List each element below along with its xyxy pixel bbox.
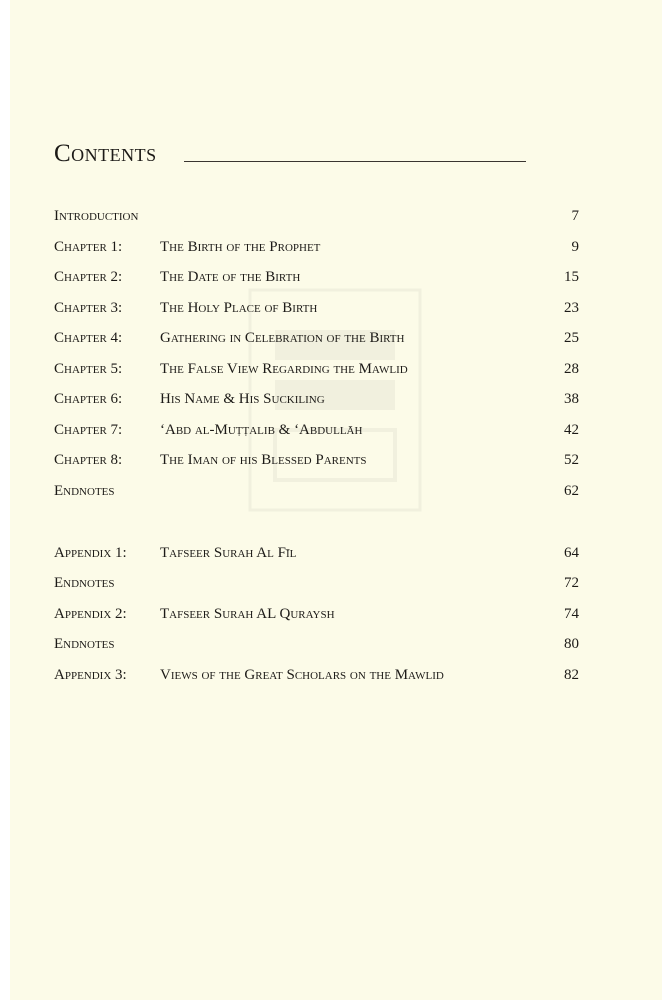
toc-entry-page: 7 — [571, 208, 579, 224]
toc-entry-label: Introduction — [54, 208, 139, 224]
toc-entry-label: Appendix 2: — [54, 605, 127, 622]
toc-entry-page: 82 — [564, 666, 579, 683]
toc-entry-label: Chapter 6: — [54, 391, 123, 407]
toc-entry-title: ‘Abd al-Muṭṭalib & ‘Abdullāh — [160, 421, 363, 438]
toc-entry-page: 62 — [564, 482, 579, 499]
toc-entry-page: 42 — [564, 421, 579, 438]
book-page — [10, 0, 662, 1000]
toc-entry-chapter-3[interactable] — [54, 297, 579, 319]
toc-entry-appendix-1[interactable] — [54, 542, 579, 564]
toc-entry-title: The False View Regarding the Mawlid — [160, 360, 408, 377]
toc-entry-title: Gathering in Celebration of the Birth — [160, 330, 405, 346]
toc-entry-title: The Holy Place of Birth — [160, 299, 318, 316]
toc-entry-page: 9 — [571, 238, 579, 255]
toc-entry-label: Endnotes — [54, 575, 115, 591]
toc-entry-page: 80 — [564, 636, 579, 652]
toc-entry-label: Chapter 2: — [54, 269, 123, 285]
toc-entry-page: 23 — [564, 299, 579, 316]
toc-entry-appendix-2[interactable] — [54, 603, 579, 625]
contents-heading — [54, 140, 526, 167]
toc-entry-label: Chapter 5: — [54, 360, 123, 377]
toc-entry-title: Tafseer Surah Al Fīl — [160, 544, 297, 561]
toc-entry-label: Chapter 3: — [54, 299, 123, 316]
toc-entry-chapter-2[interactable] — [54, 266, 579, 288]
toc-entry-title: Views of the Great Scholars on the Mawlid — [160, 666, 444, 683]
toc-entry-label: Endnotes — [54, 482, 115, 499]
toc-entry-chapter-7[interactable] — [54, 419, 579, 441]
toc-entry-page: 64 — [564, 544, 579, 561]
toc-entry-introduction[interactable] — [54, 205, 579, 227]
toc-entry-title: The Iman of his Blessed Parents — [160, 452, 367, 468]
toc-entry-label: Chapter 8: — [54, 452, 123, 468]
toc-entry-title: Tafseer Surah AL Quraysh — [160, 605, 335, 622]
toc-entry-title: His Name & His Suckiling — [160, 391, 325, 407]
toc-entry-endnotes[interactable] — [54, 572, 579, 594]
toc-entry-page: 15 — [564, 269, 579, 285]
toc-entry-chapter-8[interactable] — [54, 449, 579, 471]
toc-entry-page: 72 — [564, 575, 579, 591]
page-title: Contents — [54, 140, 157, 167]
toc-entry-appendix-3[interactable] — [54, 664, 579, 686]
toc-entry-label: Chapter 1: — [54, 238, 123, 255]
toc-entry-chapter-6[interactable] — [54, 388, 579, 410]
toc-entry-page: 25 — [564, 330, 579, 346]
toc-entry-label: Endnotes — [54, 636, 115, 652]
toc-entry-chapter-4[interactable] — [54, 327, 579, 349]
toc-entry-chapter-1[interactable] — [54, 236, 579, 258]
toc-entry-page: 38 — [564, 391, 579, 407]
toc-entry-label: Appendix 3: — [54, 666, 127, 683]
toc-entry-endnotes[interactable] — [54, 480, 579, 502]
toc-entry-label: Chapter 7: — [54, 421, 123, 438]
toc-entry-title: The Birth of the Prophet — [160, 238, 321, 255]
toc-entry-label: Chapter 4: — [54, 330, 123, 346]
toc-entry-page: 74 — [564, 605, 579, 622]
toc-entry-page: 28 — [564, 360, 579, 377]
toc-entry-endnotes[interactable] — [54, 633, 579, 655]
toc-entry-chapter-5[interactable] — [54, 358, 579, 380]
toc-entry-page: 52 — [564, 452, 579, 468]
title-underline — [184, 161, 526, 162]
toc-entry-label: Appendix 1: — [54, 544, 127, 561]
toc-entry-title: The Date of the Birth — [160, 269, 301, 285]
